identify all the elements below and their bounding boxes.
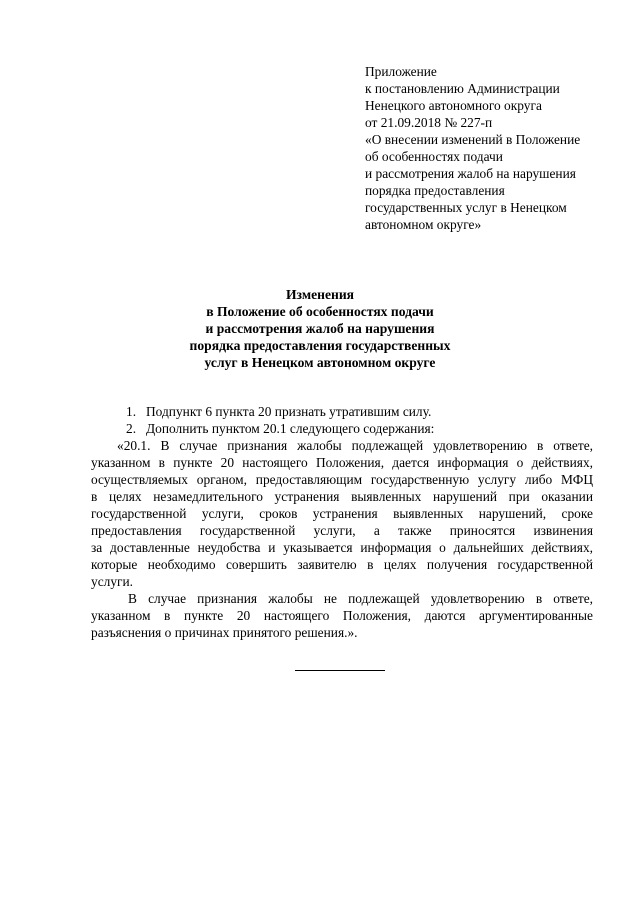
title-line: Изменения <box>285 287 355 302</box>
appendix-line: «О внесении изменений в Положение <box>365 132 581 147</box>
appendix-line: порядка предоставления <box>365 183 505 198</box>
list-item-text: Дополнить пунктом 20.1 следующего содержания: <box>146 421 435 436</box>
title-line: и рассмотрения жалоб на нарушения <box>205 321 435 336</box>
paragraph-line: государственной услуги, сроков устранения выявленных нарушений, сроке <box>91 506 593 521</box>
list-item-text: Подпункт 6 пункта 20 признать утратившим силу. <box>146 404 432 419</box>
title-line: порядка предоставления государственных <box>189 338 451 353</box>
paragraph-20-1 <box>91 437 593 590</box>
paragraph-line: разъяснения о причинах принятого решения.». <box>91 625 358 640</box>
appendix-line: автономном округе» <box>365 217 482 232</box>
list-item-number: 1. <box>126 404 137 419</box>
list-item-number: 2. <box>126 421 137 436</box>
appendix-line: государственных услуг в Ненецком <box>365 200 567 215</box>
list-item <box>91 403 593 420</box>
paragraph-line: в целях незамедлительного устранения выявленных нарушений при оказании <box>91 489 593 504</box>
appendix-line: об особенностях подачи <box>365 149 503 164</box>
appendix-line: Ненецкого автономного округа <box>365 98 542 113</box>
paragraph-line: за доставленные неудобства и указывается информация о дальнейших действиях, <box>91 540 593 555</box>
paragraph-line: которые необходимо совершить заявителю в целях получения государственной <box>91 557 593 572</box>
appendix-line: Приложение <box>365 64 437 79</box>
paragraph-line: указанном в пункте 20 настоящего Положения, даются аргументированные <box>91 608 593 623</box>
document-title <box>0 286 640 371</box>
end-divider <box>295 670 385 671</box>
appendix-line: к постановлению Администрации <box>365 81 560 96</box>
paragraph-rejection <box>91 590 593 641</box>
document-body <box>91 403 593 641</box>
paragraph-line: услуги. <box>91 574 134 589</box>
appendix-line: от 21.09.2018 № 227-п <box>365 115 493 130</box>
title-line: услуг в Ненецком автономном округе <box>204 355 436 370</box>
appendix-header <box>365 63 630 233</box>
list-item <box>91 420 593 437</box>
paragraph-line: В случае признания жалобы не подлежащей удовлетворению в ответе, <box>128 591 593 606</box>
paragraph-line: предоставления государственной услуги, а также приносятся извинения <box>91 523 593 538</box>
paragraph-line: осуществляемых органом, предоставляющим государственную услугу либо МФЦ <box>91 472 593 487</box>
paragraph-line: «20.1. В случае признания жалобы подлежащей удовлетворению в ответе, <box>117 438 593 453</box>
paragraph-line: указанном в пункте 20 настоящего Положения, дается информация о действиях, <box>91 455 593 470</box>
title-line: в Положение об особенностях подачи <box>206 304 434 319</box>
appendix-line: и рассмотрения жалоб на нарушения <box>365 166 576 181</box>
